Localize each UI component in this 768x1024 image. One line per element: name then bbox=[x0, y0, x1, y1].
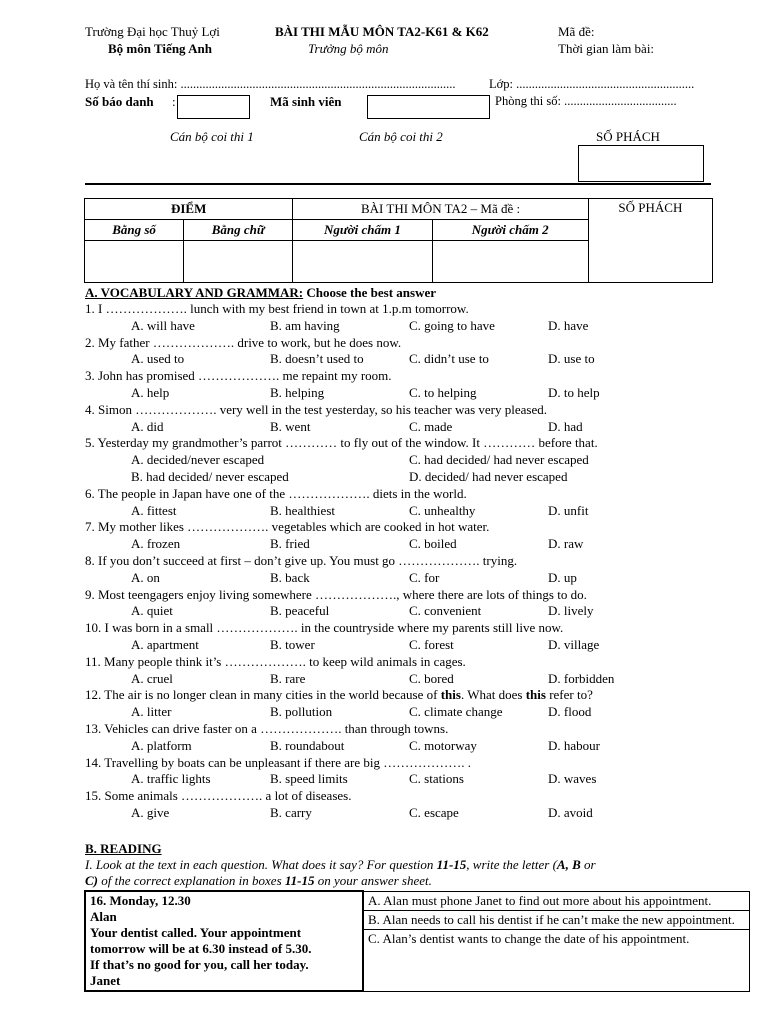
option-d[interactable]: D. avoid bbox=[548, 804, 593, 820]
bang-so-header: Bằng số bbox=[85, 220, 184, 241]
room-field[interactable]: Phòng thi số: .................................... bbox=[495, 94, 677, 108]
option-d[interactable]: D. flood bbox=[548, 704, 592, 720]
instr1-a: I. Look at the text in each question. What does it say? For question bbox=[85, 857, 437, 872]
option-b[interactable]: B. helping bbox=[270, 384, 325, 400]
option-c[interactable]: C. escape bbox=[409, 804, 459, 820]
section-b-instruction-2 bbox=[85, 873, 432, 889]
question-5: 5. Yesterday my grandmother’s parrot ………… to fly out of the window. It ………… before that. bbox=[85, 435, 598, 451]
option-b[interactable]: B. am having bbox=[270, 317, 340, 333]
options-12 bbox=[85, 704, 725, 721]
option-a[interactable]: A. decided/never escaped bbox=[131, 452, 265, 468]
question-list bbox=[85, 301, 725, 822]
question-1: 1. I ………………. lunch with my best friend in town at 1.p.m tomorrow. bbox=[85, 301, 469, 316]
reading-table bbox=[84, 890, 750, 992]
reading-option-a[interactable]: A. Alan must phone Janet to find out more about his appointment. bbox=[364, 892, 749, 911]
sbd-box[interactable] bbox=[177, 95, 250, 119]
option-a[interactable]: A. apartment bbox=[131, 636, 199, 652]
question-14: 14. Travelling by boats can be unpleasant if there are big ………………. . bbox=[85, 754, 471, 770]
option-a[interactable]: A. frozen bbox=[131, 536, 181, 552]
divider-line bbox=[85, 183, 711, 185]
options-7 bbox=[85, 536, 725, 553]
option-d[interactable]: D. forbidden bbox=[548, 670, 615, 686]
question-15: 15. Some animals ………………. a lot of diseases. bbox=[85, 788, 352, 804]
question-4: 4. Simon ………………. very well in the test yesterday, so his teacher was very pleased. bbox=[85, 401, 547, 417]
question-8: 8. If you don’t succeed at first – don’t give up. You must go ………………. trying. bbox=[85, 552, 518, 568]
q12-text-d: this bbox=[525, 687, 546, 703]
exam-title: BÀI THI MẪU MÔN TA2-K61 & K62 bbox=[275, 24, 489, 39]
score-table bbox=[84, 198, 713, 283]
option-b[interactable]: B. roundabout bbox=[270, 737, 345, 753]
option-a[interactable]: A. quiet bbox=[131, 603, 173, 619]
option-c[interactable]: C. didn’t use to bbox=[409, 351, 489, 367]
option-d[interactable]: D. had bbox=[548, 418, 583, 434]
so-phach-cell: SỐ PHÁCH bbox=[588, 199, 712, 283]
question-3: 3. John has promised ………………. me repaint my room. bbox=[85, 368, 392, 384]
bang-so-cell[interactable] bbox=[85, 241, 184, 283]
options-13 bbox=[85, 738, 725, 755]
q12-text-b: this bbox=[440, 687, 461, 703]
answers-cell bbox=[363, 891, 750, 991]
student-name-field[interactable]: Họ và tên thí sinh: ........................................................................................ bbox=[85, 77, 456, 91]
diem-header: ĐIỂM bbox=[85, 199, 293, 220]
question-7: 7. My mother likes ………………. vegetables which are cooked in hot water. bbox=[85, 519, 490, 535]
question-12 bbox=[85, 687, 725, 704]
grader-1-cell[interactable] bbox=[293, 241, 432, 283]
option-b[interactable]: B. went bbox=[270, 418, 311, 434]
option-a[interactable]: A. cruel bbox=[131, 670, 173, 686]
question-9: 9. Most teengagers enjoy living somewhere ………………., where there are lots of things to do. bbox=[85, 586, 587, 602]
msv-box[interactable] bbox=[367, 95, 490, 119]
question-2: 2. My father ………………. drive to work, but he does now. bbox=[85, 334, 402, 350]
option-b[interactable]: B. rare bbox=[270, 670, 306, 686]
notice-body-2: tomorrow will be at 6.30 instead of 5.30. bbox=[90, 941, 312, 956]
option-d[interactable]: D. decided/ had never escaped bbox=[409, 468, 568, 484]
option-a[interactable]: A. traffic lights bbox=[131, 771, 211, 787]
option-c[interactable]: C. had decided/ had never escaped bbox=[409, 452, 589, 468]
head-of-dept: Trưởng bộ môn bbox=[308, 41, 389, 56]
section-a-heading bbox=[85, 285, 436, 301]
grader-2-header: Người chấm 2 bbox=[432, 220, 588, 241]
instr1-b: 11-15 bbox=[436, 857, 467, 872]
notice-sign: Janet bbox=[90, 973, 121, 988]
options-1 bbox=[85, 318, 725, 335]
option-c[interactable]: C. convenient bbox=[409, 603, 482, 619]
exam-time-label: Thời gian làm bài: bbox=[558, 41, 655, 56]
option-a[interactable]: A. platform bbox=[131, 737, 192, 753]
class-field[interactable]: Lớp: ......................................................... bbox=[489, 77, 695, 91]
option-c[interactable]: C. for bbox=[409, 569, 440, 585]
option-b[interactable]: B. carry bbox=[270, 804, 312, 820]
school-name: Trường Đại học Thuỷ Lợi bbox=[85, 24, 220, 39]
exam-header: BÀI THI MÔN TA2 – Mã đề : bbox=[293, 199, 588, 220]
option-d[interactable]: D. use to bbox=[548, 351, 595, 367]
bang-chu-header: Bằng chữ bbox=[184, 220, 293, 241]
options-9 bbox=[85, 603, 725, 620]
department-name: Bộ môn Tiếng Anh bbox=[108, 41, 212, 56]
options-8 bbox=[85, 570, 725, 587]
option-b[interactable]: B. back bbox=[270, 569, 310, 585]
instr1-d: A, B bbox=[556, 857, 581, 872]
option-c[interactable]: C. boiled bbox=[409, 536, 457, 552]
option-c[interactable]: C. going to have bbox=[409, 317, 495, 333]
options-6 bbox=[85, 503, 725, 520]
option-b[interactable]: B. fried bbox=[270, 536, 310, 552]
option-c[interactable]: C. climate change bbox=[409, 704, 503, 720]
option-c[interactable]: C. to helping bbox=[409, 384, 477, 400]
option-b[interactable]: B. peaceful bbox=[270, 603, 330, 619]
option-b[interactable]: B. had decided/ never escaped bbox=[131, 468, 289, 484]
instr1-e: or bbox=[580, 857, 596, 872]
option-c[interactable]: C. unhealthy bbox=[409, 502, 476, 518]
instr2-c: 11-15 bbox=[284, 873, 315, 888]
options-10 bbox=[85, 637, 725, 654]
option-c[interactable]: C. forest bbox=[409, 636, 454, 652]
options-5-row-2 bbox=[85, 469, 725, 486]
option-d[interactable]: D. raw bbox=[548, 536, 584, 552]
section-b-title: B. READING bbox=[85, 841, 162, 856]
section-a-instruction: Choose the best answer bbox=[303, 285, 436, 300]
instr1-c: , write the letter ( bbox=[466, 857, 557, 872]
option-a[interactable]: A. on bbox=[131, 569, 160, 585]
options-11 bbox=[85, 671, 725, 688]
so-phach-box[interactable] bbox=[578, 145, 704, 182]
instr2-a: C) bbox=[85, 873, 98, 888]
proctor-2-label: Cán bộ coi thi 2 bbox=[359, 129, 443, 144]
grader-1-header: Người chấm 1 bbox=[293, 220, 432, 241]
reading-option-b[interactable]: B. Alan needs to call his dentist if he can’t make the new appointment. bbox=[364, 911, 749, 930]
option-c[interactable]: C. bored bbox=[409, 670, 454, 686]
grader-2-cell[interactable] bbox=[432, 241, 588, 283]
bang-chu-cell[interactable] bbox=[184, 241, 293, 283]
option-a[interactable]: A. fittest bbox=[131, 502, 177, 518]
option-a[interactable]: A. give bbox=[131, 804, 170, 820]
so-phach-label: SỐ PHÁCH bbox=[596, 129, 660, 144]
option-a[interactable]: A. did bbox=[131, 418, 164, 434]
question-10: 10. I was born in a small ………………. in the countryside where my parents still live now. bbox=[85, 620, 564, 636]
notice-cell bbox=[85, 891, 363, 991]
proctor-1-label: Cán bộ coi thi 1 bbox=[170, 129, 254, 144]
option-b[interactable]: B. speed limits bbox=[270, 771, 348, 787]
option-b[interactable]: B. doesn’t used to bbox=[270, 351, 364, 367]
sbd-label: Số báo danh bbox=[85, 94, 154, 109]
option-c[interactable]: C. stations bbox=[409, 771, 464, 787]
instr2-b: of the correct explanation in boxes bbox=[98, 873, 285, 888]
reading-option-c[interactable]: C. Alan’s dentist wants to change the date of his appointment. bbox=[368, 930, 690, 946]
exam-code-label: Mã đề: bbox=[558, 24, 595, 39]
option-d[interactable]: D. to help bbox=[548, 384, 600, 400]
option-d[interactable]: D. up bbox=[548, 569, 577, 585]
option-a[interactable]: A. used to bbox=[131, 351, 185, 367]
instr2-d: on your answer sheet. bbox=[314, 873, 432, 888]
notice-body-3: If that’s no good for you, call her today. bbox=[90, 957, 309, 972]
options-4 bbox=[85, 419, 725, 436]
section-b-instruction-1 bbox=[85, 857, 596, 873]
options-14 bbox=[85, 771, 725, 788]
question-11: 11. Many people think it’s ………………. to keep wild animals in cages. bbox=[85, 653, 466, 669]
option-d[interactable]: D. waves bbox=[548, 771, 597, 787]
options-2 bbox=[85, 351, 725, 368]
question-13: 13. Vehicles can drive faster on a ………………. than through towns. bbox=[85, 720, 449, 736]
notice-from: Alan bbox=[90, 909, 117, 924]
option-b[interactable]: B. pollution bbox=[270, 704, 333, 720]
option-d[interactable]: D. unfit bbox=[548, 502, 589, 518]
q12-text-e: refer to? bbox=[545, 687, 593, 703]
option-b[interactable]: B. healthiest bbox=[270, 502, 335, 518]
option-b[interactable]: B. tower bbox=[270, 636, 315, 652]
notice-body-1: Your dentist called. Your appointment bbox=[90, 925, 302, 940]
option-d[interactable]: D. habour bbox=[548, 737, 600, 753]
option-a[interactable]: A. will have bbox=[131, 317, 195, 333]
option-a[interactable]: A. litter bbox=[131, 704, 172, 720]
options-3 bbox=[85, 385, 725, 402]
sbd-colon: : bbox=[172, 94, 176, 109]
msv-label: Mã sinh viên bbox=[270, 94, 342, 109]
option-c[interactable]: C. made bbox=[409, 418, 453, 434]
q12-text-c: . What does bbox=[460, 687, 526, 703]
option-d[interactable]: D. village bbox=[548, 636, 600, 652]
options-15 bbox=[85, 805, 725, 822]
section-a-title: A. VOCABULARY AND GRAMMAR: bbox=[85, 285, 304, 300]
notice-heading: 16. Monday, 12.30 bbox=[90, 893, 191, 908]
option-d[interactable]: D. have bbox=[548, 317, 589, 333]
q12-text-a: 12. The air is no longer clean in many cities in the world because of bbox=[85, 687, 441, 703]
option-a[interactable]: A. help bbox=[131, 384, 170, 400]
option-d[interactable]: D. lively bbox=[548, 603, 594, 619]
question-6: 6. The people in Japan have one of the ………………. diets in the world. bbox=[85, 485, 467, 501]
option-c[interactable]: C. motorway bbox=[409, 737, 477, 753]
options-5-row-1 bbox=[85, 452, 725, 469]
